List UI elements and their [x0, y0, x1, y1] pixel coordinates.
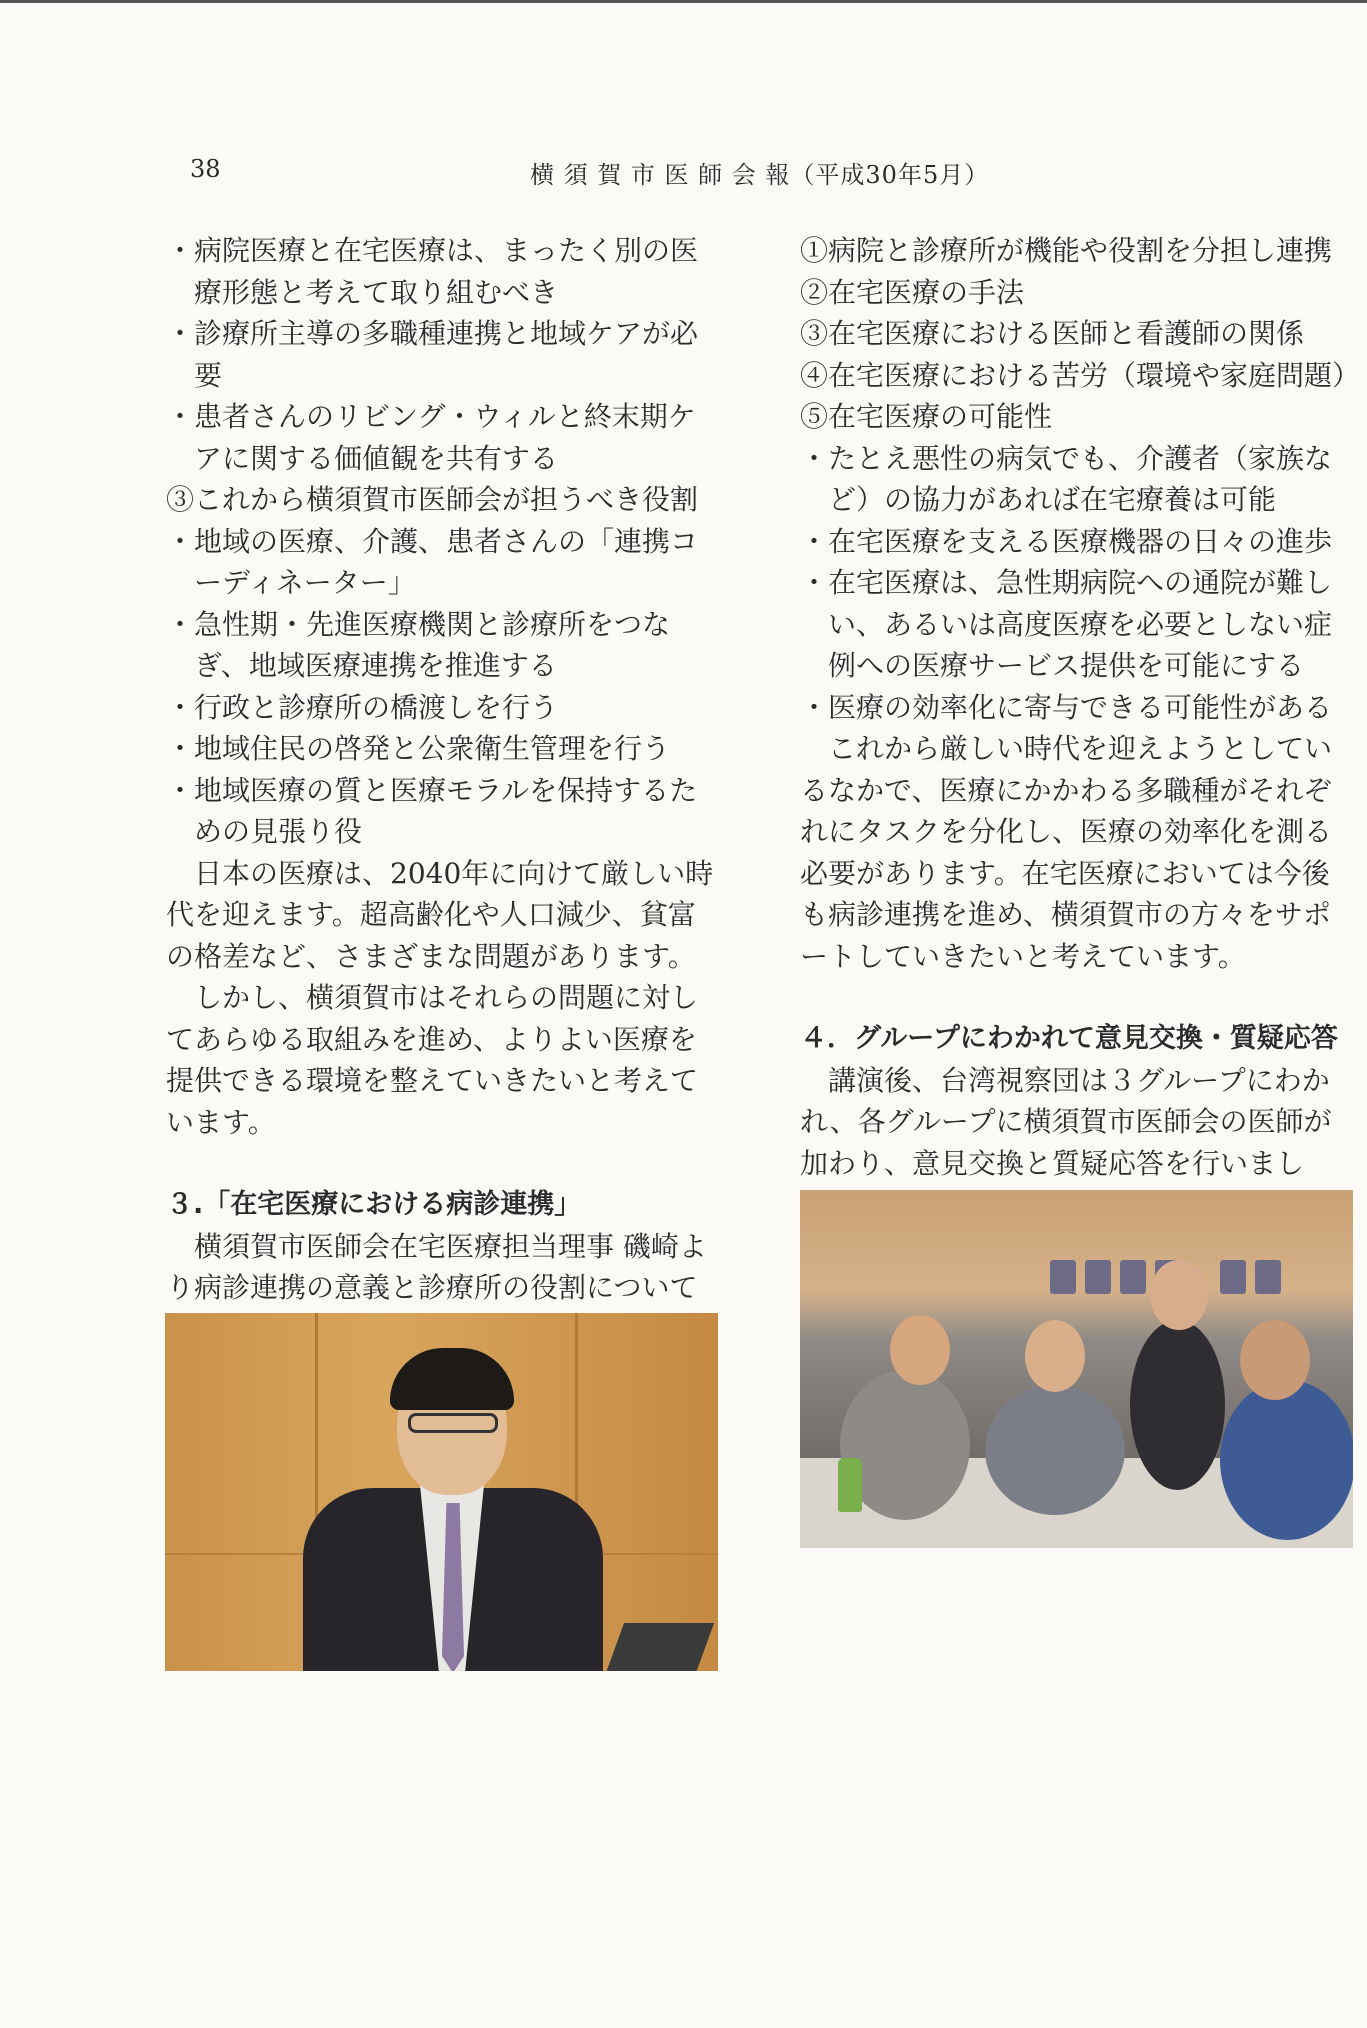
list-item: ・ 患者さんのリビング・ウィルと終末期ケアに関する価値観を共有する: [166, 400, 696, 475]
group-discussion-photo: [800, 1190, 1353, 1548]
numbered-item: ②在宅医療の手法: [800, 275, 1025, 309]
numbered-item: ⑤在宅医療の可能性: [800, 400, 1053, 433]
list-item: ・ 地域医療の質と医療モラルを保持するための見張り役: [166, 773, 698, 848]
body-paragraph: 日本の医療は、2040年に向けて厳しい時代を迎えます。超高齢化や人口減少、貧富の格差など、さまざまな問題があります。: [166, 856, 714, 973]
right-column: [800, 230, 1361, 1226]
list-item: ・ 行政と診療所の橋渡しを行う: [166, 690, 559, 724]
scan-edge-line: [0, 0, 1367, 3]
section-heading: ４．グループにわかれて意見交換・質疑応答: [800, 1023, 1338, 1054]
list-item: ・ 在宅医療を支える医療機器の日々の進歩: [800, 524, 1333, 558]
list-item: ・ 地域の医療、介護、患者さんの「連携コーディネーター」: [166, 524, 699, 599]
list-item: ・ 医療の効率化に寄与できる可能性がある: [800, 690, 1333, 724]
speaker-photo: [165, 1313, 718, 1671]
left-column: [166, 230, 720, 1350]
numbered-item: ④在宅医療における苦労（環境や家庭問題）: [800, 358, 1361, 392]
numbered-item: ③これから横須賀市医師会が担うべき役割: [166, 483, 699, 516]
list-item: ・ 在宅医療は、急性期病院への通院が難しい、あるいは高度医療を必要としない症例への医療サービス提供を可能にする: [800, 566, 1333, 682]
list-item: ・ たとえ悪性の病気でも、介護者（家族など）の協力があれば在宅療養は可能: [800, 441, 1333, 516]
numbered-item: ①病院と診療所が機能や役割を分担し連携: [800, 234, 1333, 267]
list-item: ・ 診療所主導の多職種連携と地域ケアが必要: [166, 317, 699, 392]
body-paragraph: 横須賀市医師会在宅医療担当理事 磯崎より病診連携の意義と診療所の役割について: [166, 1229, 707, 1304]
list-item: ・ 病院医療と在宅医療は、まったく別の医療形態と考えて取り組むべき: [166, 234, 699, 309]
list-item: ・ 地域住民の啓発と公衆衛生管理を行う: [166, 732, 671, 765]
list-item: ・ 急性期・先進医療機関と診療所をつなぎ、地域医療連携を推進する: [166, 607, 671, 682]
body-paragraph: しかし、横須賀市はそれらの問題に対してあらゆる取組みを進め、よりよい医療を提供できる環境を整えていきたいと考えています。: [166, 981, 699, 1139]
section-heading: ３.「在宅医療における病診連携」: [166, 1189, 582, 1220]
body-paragraph: 講演後、台湾視察団は３グループにわかれ、各グループに横須賀市医師会の医師が加わり、意見交換と質疑応答を行いまし: [800, 1063, 1332, 1180]
page-number: 38: [190, 155, 221, 183]
running-title: 横 須 賀 市 医 師 会 報（平成30年5月）: [530, 161, 990, 189]
numbered-item: ③在宅医療における医師と看護師の関係: [800, 317, 1305, 350]
body-paragraph: これから厳しい時代を迎えようとしているなかで、医療にかかわる多職種がそれぞれにタスクを分化し、医療の効率化を測る必要があります。在宅医療においては今後も病診連携を進め、横須賀市の方々をサポートしていきたいと考えています。: [800, 732, 1333, 973]
